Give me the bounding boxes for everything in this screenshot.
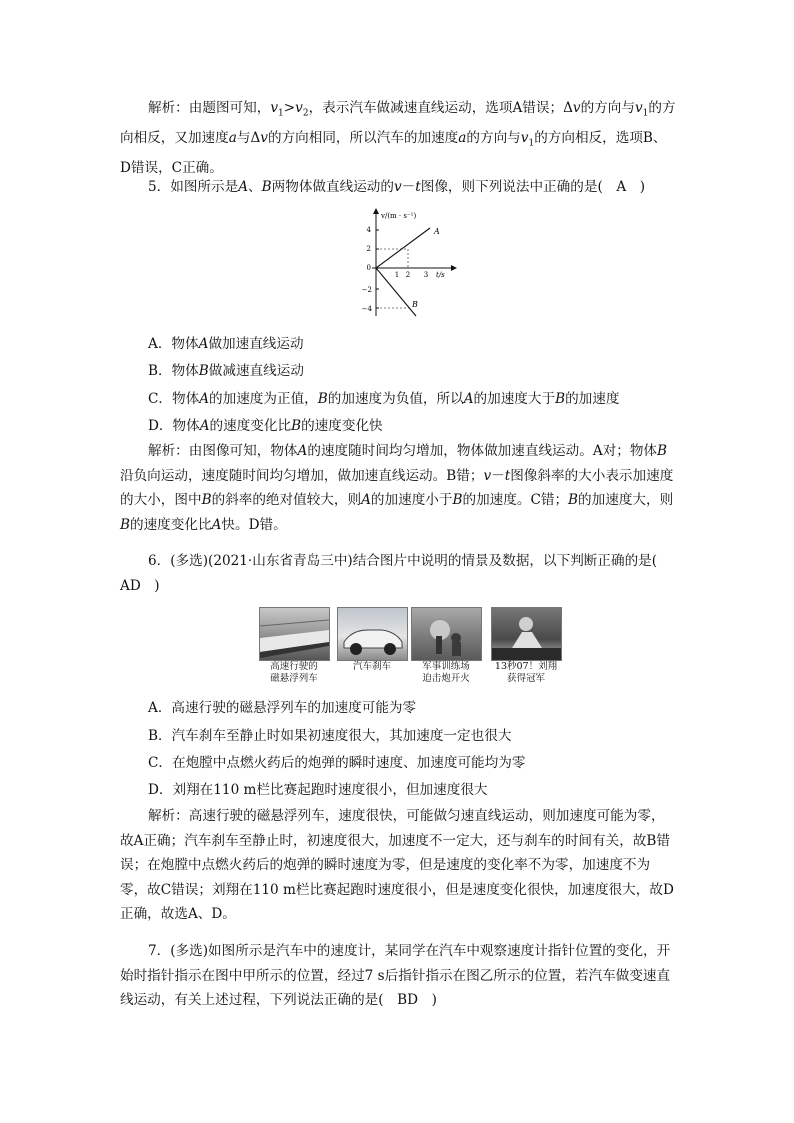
maglev-train-photo: [259, 607, 330, 661]
photo-caption-car: 汽车刹车: [352, 661, 391, 672]
q6-analysis: 解析：高速行驶的磁悬浮列车，速度很快，可能做匀速直线运动，则加速度可能为零，故A正确；汽车刹车至静止时，初速度很大，加速度不一定大，还与刹车的时间有关，故B错误；在炮膛中点燃火药后的炮弹的瞬时速度为零，但是速度的变化率不为零，加速度不为零，故C错误；刘翔在110 m栏比赛起跑时速度很小，但是速度变化很快，加速度很大，故D正确，故选A、D。: [120, 808, 674, 922]
q5-analysis: 解析：由图像可知，物体A的速度随时间均匀增加，物体做加速直线运动。A对；物体B沿负向运动，速度随时间均匀增加，做加速直线运动。B错；v－t图像斜率的大小表示加速度的大小，图中B的斜率的绝对值较大，则A的加速度小于B的加速度。C错；B的加速度大，则B的速度变化比A快。D错。: [120, 443, 674, 533]
x-tick-label: 1: [394, 271, 400, 279]
photo-caption-maglev: 高速行驶的 磁悬浮列车: [270, 661, 318, 684]
liu-xiang-photo: [491, 607, 562, 661]
q6-option-d: D．刘翔在110 m栏比赛起跑时速度很小，但加速度很大: [148, 782, 488, 798]
analysis-paragraph-1: 解析：由题图可知，$v_1>v_2$，表示汽车做减速直线运动，选项A错误；Δv的方向与$v_1$的方向相反，又加速度a与Δv的方向相同，所以汽车的加速度a的方向与$v_1$的方向相反，选项B、D错误，C正确。: [120, 100, 676, 177]
line-a-label: A: [434, 227, 440, 236]
q5-option-d: D．物体A的速度变化比B的速度变化快: [148, 418, 383, 434]
q5-option-b: B．物体B做减速直线运动: [148, 363, 304, 379]
q6-option-b: B．汽车刹车至静止时如果初速度很大，其加速度一定也很大: [148, 728, 512, 744]
question-7-stem: 7．(多选)如图所示是汽车中的速度计，某同学在汽车中观察速度计指针位置的变化，开始时指针指示在图中甲所示的位置，经过7 s后指针指示在图乙所示的位置，若汽车做变速直线运动，有关上述过程，下列说法正确的是( BD ): [120, 943, 671, 1008]
q5-option-a: A．物体A做加速直线运动: [148, 336, 304, 352]
line-b-label: B: [412, 300, 418, 309]
question-5-stem: 5．如图所示是A、B两物体做直线运动的v－t图像，则下列说法中正确的是( A ): [148, 179, 646, 195]
y-tick-label: 4: [366, 226, 371, 234]
photo-caption-liu-xiang: 13秒07！刘翔 获得冠军: [494, 661, 558, 684]
x-tick-label: 3: [423, 271, 429, 279]
y-tick-label: −4: [362, 305, 372, 313]
car-braking-photo: [337, 607, 408, 661]
q6-option-a: A．高速行驶的磁悬浮列车的加速度可能为零: [148, 700, 417, 716]
line-a: [376, 228, 430, 268]
x-tick-label: 2: [405, 271, 411, 279]
q5-option-c: C．物体A的加速度为正值，B的加速度为负值，所以A的加速度大于B的加速度: [148, 391, 620, 407]
q6-option-c: C．在炮膛中点燃火药后的炮弹的瞬时速度、加速度可能均为零: [148, 755, 526, 771]
photo-caption-mortar: 军事训练场 迫击炮开火: [422, 661, 470, 684]
y-tick-label: 2: [366, 245, 371, 253]
y-tick-label: −2: [362, 286, 372, 294]
x-axis-label: t/s: [436, 271, 445, 279]
y-tick-label: 0: [366, 264, 371, 272]
question-6-stem: 6．(多选)(2021·山东省青岛三中)结合图片中说明的情景及数据，以下判断正确的是( AD ): [120, 553, 671, 594]
mortar-firing-photo: [411, 607, 482, 661]
y-axis-label: v/(m · s⁻¹): [381, 212, 417, 220]
vt-graph: [362, 208, 458, 320]
